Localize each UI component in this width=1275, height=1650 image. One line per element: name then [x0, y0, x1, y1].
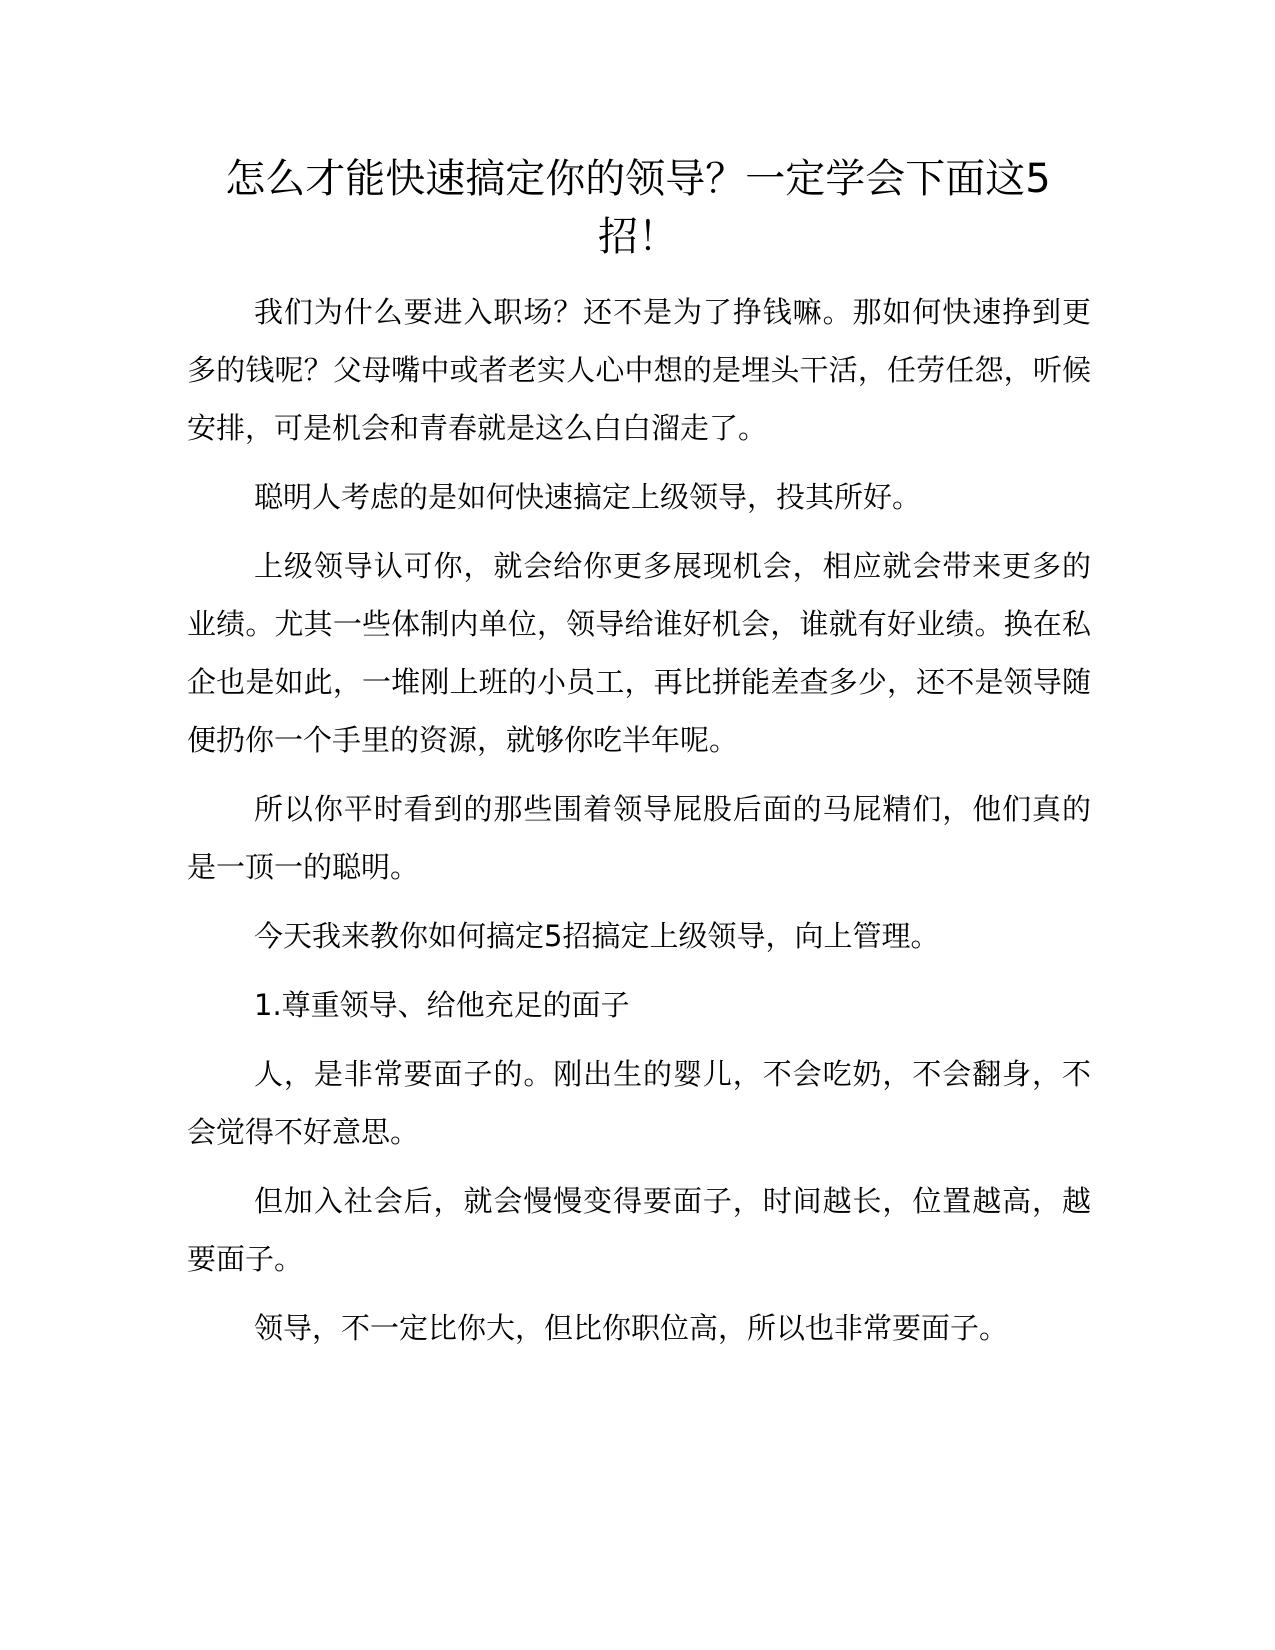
paragraph: 领导，不一定比你大，但比你职位高，所以也非常要面子。 [254, 1311, 1009, 1345]
paragraph: 今天我来教你如何搞定5招搞定上级领导，向上管理。 [254, 919, 940, 953]
document-body [187, 283, 1091, 1368]
paragraph: 聪明人考虑的是如何快速搞定上级领导，投其所好。 [254, 480, 922, 514]
document-title: 怎么才能快速搞定你的领导？一定学会下面这5招！ [225, 156, 1051, 260]
paragraph: 人，是非常要面子的。刚出生的婴儿，不会吃奶，不会翻身，不会觉得不好意思。 [187, 1057, 1091, 1149]
section-heading: 1.尊重领导、给他充足的面子 [254, 988, 630, 1022]
paragraph: 我们为什么要进入职场？还不是为了挣钱嘛。那如何快速挣到更多的钱呢？父母嘴中或者老实人心中想的是埋头干活，任劳任怨，听候安排，可是机会和青春就是这么白白溜走了。 [187, 295, 1091, 445]
paragraph: 但加入社会后，就会慢慢变得要面子，时间越长，位置越高，越要面子。 [187, 1184, 1091, 1276]
paragraph: 所以你平时看到的那些围着领导屁股后面的马屁精们，他们真的是一顶一的聪明。 [187, 792, 1091, 884]
paragraph: 上级领导认可你，就会给你更多展现机会，相应就会带来更多的业绩。尤其一些体制内单位，领导给谁好机会，谁就有好业绩。换在私企也是如此，一堆刚上班的小员工，再比拼能差查多少，还不是领导随便扔你一个手里的资源，就够你吃半年呢。 [187, 549, 1091, 757]
